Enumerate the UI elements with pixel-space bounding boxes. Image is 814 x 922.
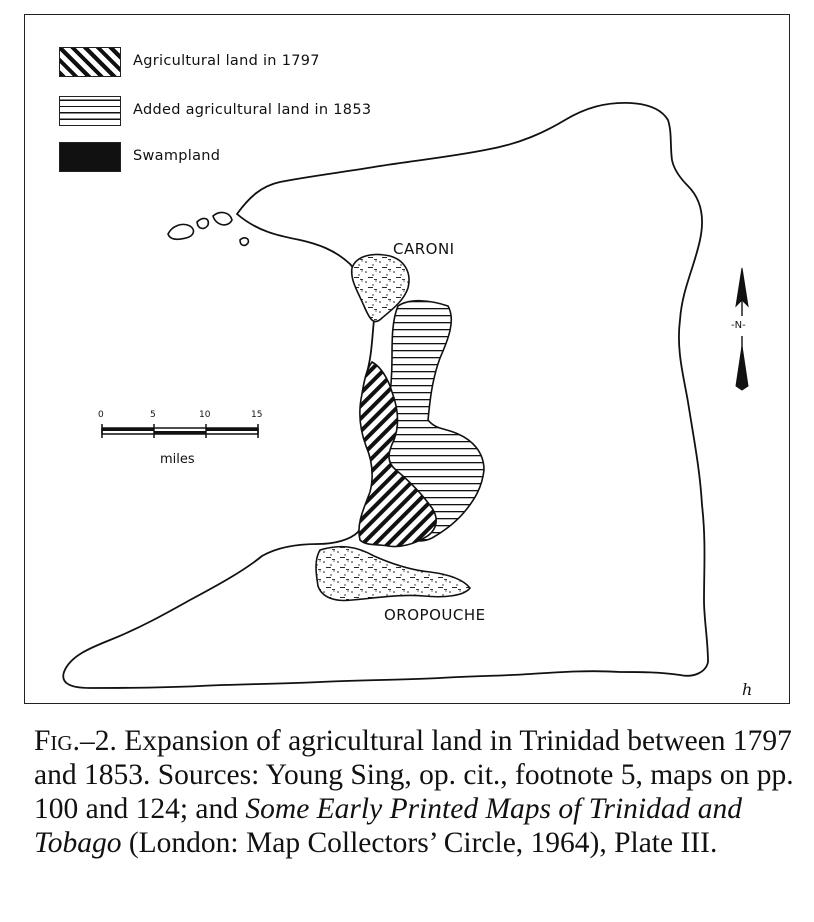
island-small-3: [213, 213, 232, 225]
scale-tick-10: 10: [199, 410, 211, 420]
scale-unit-label: miles: [160, 452, 195, 467]
cartographer-signature: ℎ: [742, 680, 753, 699]
north-label: -N-: [731, 320, 746, 331]
place-label-caroni: CARONI: [393, 240, 455, 258]
caption-text-2: (London: Map Collectors’ Circle, 1964), Plate III.: [121, 827, 718, 859]
legend-label-agri-1797: Agricultural land in 1797: [133, 53, 320, 69]
legend-swatch-agri-1853: [59, 96, 121, 126]
legend-swatch-agri-1797: [59, 47, 121, 77]
caption-fig-label: Fig.–2.: [34, 725, 117, 757]
scale-tick-0: 0: [98, 410, 104, 420]
scale-bar: [102, 424, 258, 438]
island-small-2: [197, 218, 208, 228]
caption-italic-title: Some Early Printed Maps of Trinidad and Tobago: [34, 793, 742, 859]
place-label-oropouche: OROPOUCHE: [384, 606, 486, 624]
legend-label-swamp: Swampland: [133, 148, 221, 164]
scale-tick-5: 5: [150, 410, 156, 420]
legend-swatch-swamp: [59, 142, 121, 172]
figure-caption: [34, 724, 796, 860]
caption-text-1: Expansion of agricultural land in Trinidad between 1797 and 1853. Sources: Young Sing, op. cit., footnote 5, maps on pp. 100 and 124; and: [34, 725, 794, 825]
legend-label-agri-1853: Added agricultural land in 1853: [133, 102, 372, 118]
island-small-1: [168, 224, 193, 239]
scale-tick-15: 15: [251, 410, 263, 420]
island-small-4: [240, 238, 248, 246]
